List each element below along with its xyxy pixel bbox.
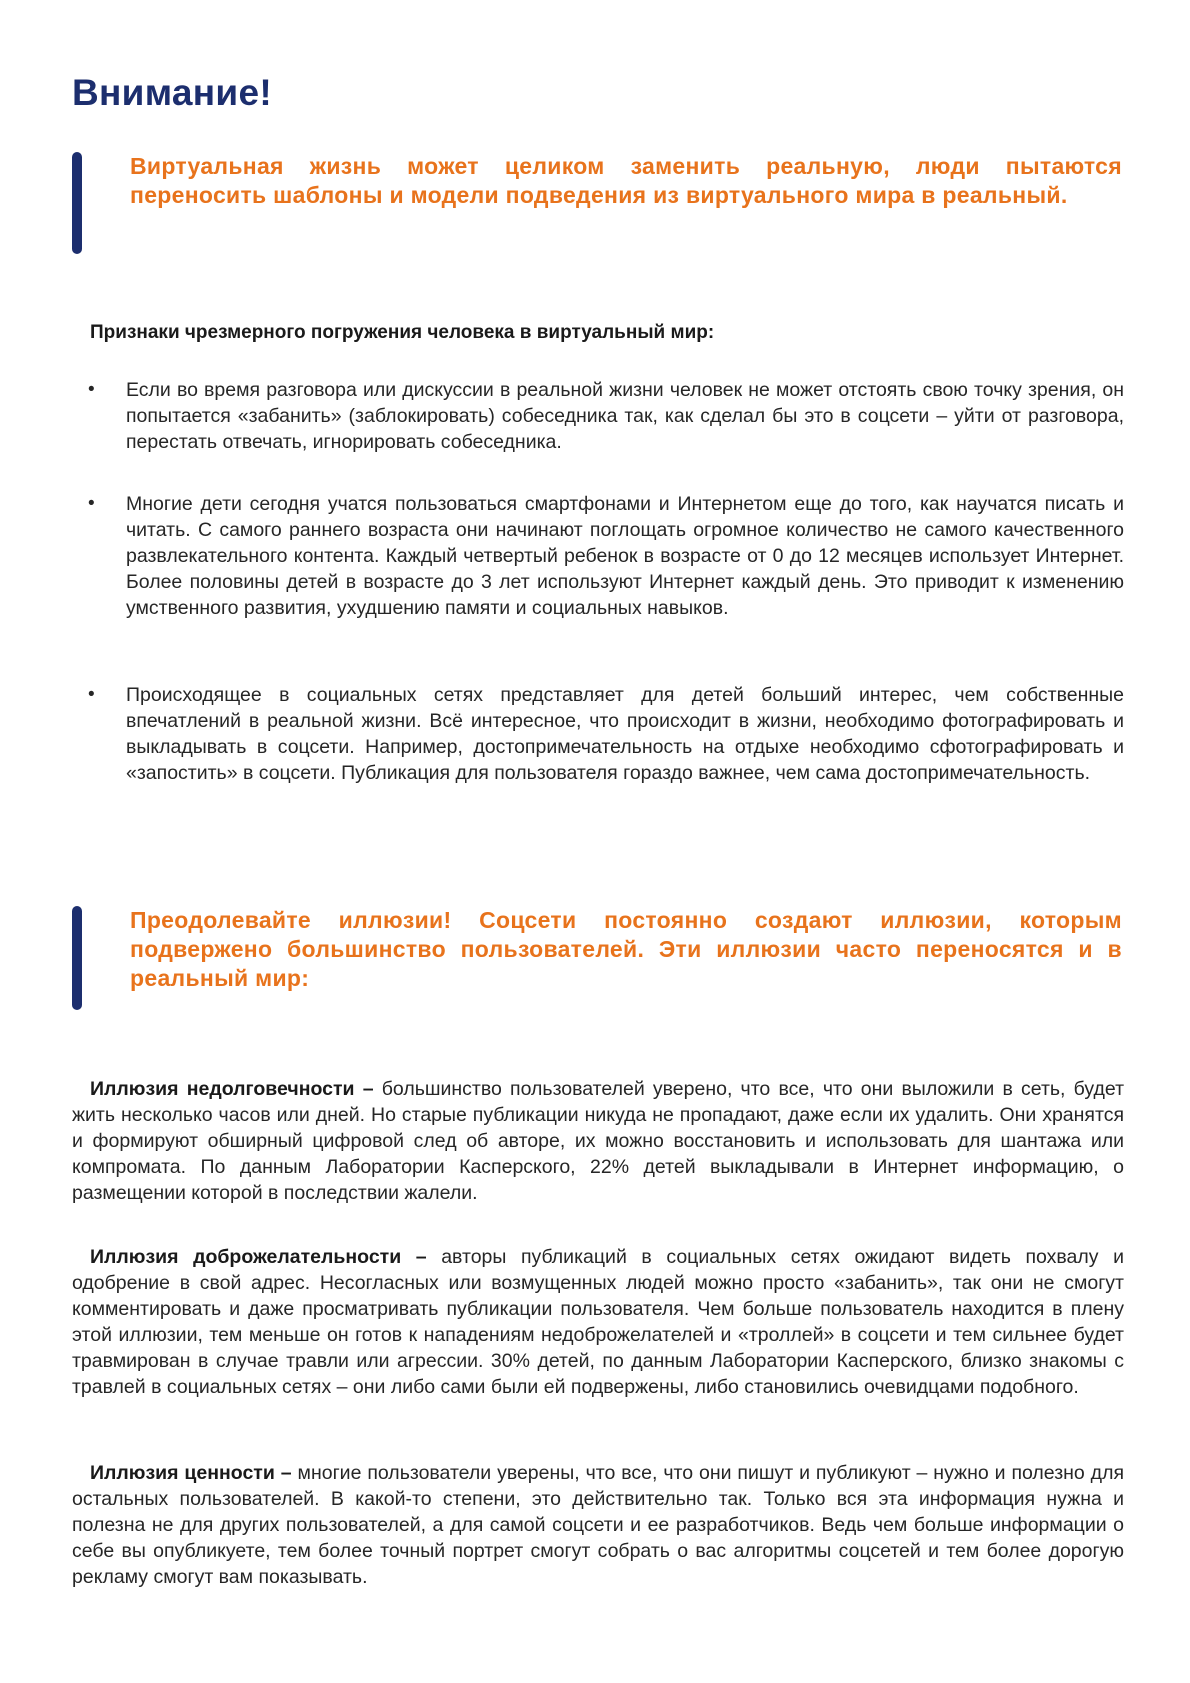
bullet-icon: •	[88, 379, 95, 400]
illusion-description: авторы публикаций в социальных сетях ожидают видеть похвалу и одобрение в свой адрес. Несогласных или возмущенных людей можно просто «забанить», так они не смогут комментировать и даже просматривать публикации пользователя. Чем больше пользователь находится в плену этой иллюзии, тем меньше он готов к нападениям недоброжелателей и «троллей» в соцсети и тем сильнее будет травмирован в случае травли или агрессии. 30% детей, по данным Лаборатории Касперского, близко знакомы с травлей в социальных сетях – они либо сами были ей подвержены, либо становились очевидцами подобного.	[72, 1246, 1124, 1398]
bullet-icon: •	[88, 684, 95, 705]
callout-text: Преодолевайте иллюзии! Соцсети постоянно создают иллюзии, которым подвержено большинство пользователей. Эти иллюзии часто переносятся и в реальный мир:	[130, 907, 1122, 991]
illusion-description: большинство пользователей уверено, что все, что они выложили в сеть, будет жить несколько часов или дней. Но старые публикации никуда не пропадают, даже если их удалить. Они хранятся и формируют обширный цифровой след об авторе, их можно восстановить и использовать для шантажа или компромата. По данным Лаборатории Касперского, 22% детей выкладывали в Интернет информацию, о размещении которой в последствии жалели.	[72, 1078, 1125, 1204]
callout-accent-bar	[72, 152, 82, 254]
list-item-text: Если во время разговора или дискуссии в реальной жизни человек не может отстоять свою точку зрения, он попытается «забанить» (заблокировать) собеседника так, как сделал бы это в соцсети – уйти от разговора, перестать отвечать, игнорировать собеседника.	[126, 379, 1124, 453]
illusion-description: многие пользователи уверены, что все, что они пишут и публикуют – нужно и полезно для остальных пользователей. В какой-то степени, это действительно так. Только вся эта информация нужна и полезна не для других пользователей, а для самой соцсети и ее разработчиков. Ведь чем больше информации о себе вы опубликуете, тем более точный портрет смогут собрать о вас алгоритмы соцсетей и тем более дорогую рекламу смогут вам показывать.	[72, 1462, 1125, 1588]
callout-accent-bar	[72, 906, 82, 1010]
illusion-paragraph	[72, 1076, 1124, 1206]
illusion-term: Иллюзия недолговечности –	[90, 1078, 374, 1100]
bullet-icon: •	[88, 493, 95, 514]
illusion-paragraph	[72, 1460, 1124, 1590]
callout-text: Виртуальная жизнь может целиком заменить реальную, люди пытаются переносить шаблоны и модели подведения из виртуального мира в реальный.	[130, 153, 1122, 208]
list-item-text: Происходящее в социальных сетях представляет для детей больший интерес, чем собственные впечатлений в реальной жизни. Всё интересное, что происходит в жизни, необходимо фотографировать и выкладывать в соцсети. Например, достопримечательность на отдыхе необходимо сфотографировать и «запостить» в соцсети. Публикация для пользователя гораздо важнее, чем сама достопримечательность.	[126, 684, 1124, 784]
list-item-text: Многие дети сегодня учатся пользоваться смартфонами и Интернетом еще до того, как научатся писать и читать. С самого раннего возраста они начинают поглощать огромное количество не самого качественного развлекательного контента. Каждый четвертый ребенок в возрасте от 0 до 12 месяцев использует Интернет. Более половины детей в возрасте до 3 лет используют Интернет каждый день. Это приводит к изменению умственного развития, ухудшению памяти и социальных навыков.	[126, 493, 1124, 619]
page-title: Внимание!	[72, 72, 272, 113]
illusion-term: Иллюзия доброжелательности –	[90, 1246, 427, 1268]
illusions-callout	[72, 906, 1122, 1010]
illusion-term: Иллюзия ценности –	[90, 1462, 292, 1484]
warning-callout	[72, 152, 1122, 254]
signs-heading: Признаки чрезмерного погружения человека в виртуальный мир:	[90, 322, 715, 343]
illusion-paragraph	[72, 1244, 1124, 1400]
